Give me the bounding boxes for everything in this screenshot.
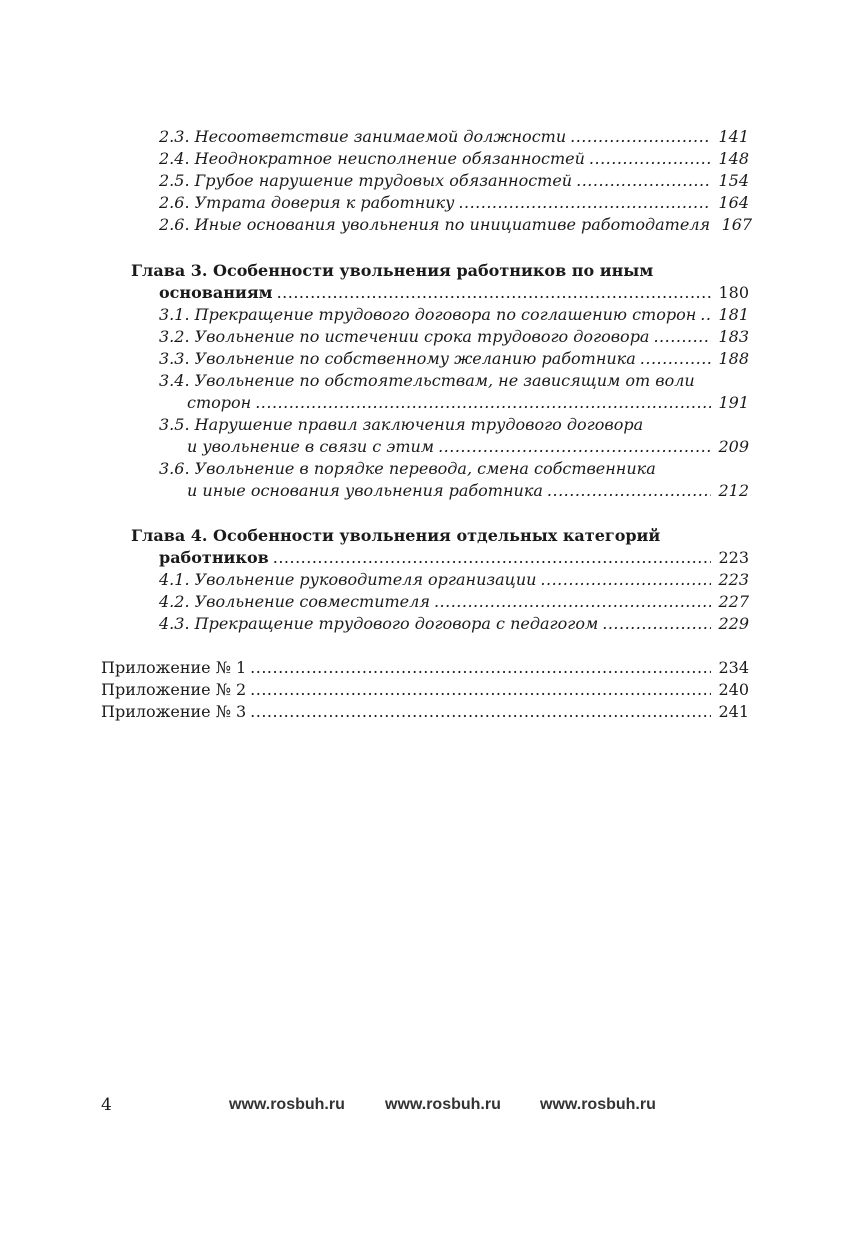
chapter-page: 180 bbox=[718, 283, 749, 302]
toc-entry-title: 2.3. Несоответствие занимаемой должности bbox=[159, 127, 567, 146]
chapter-page: 223 bbox=[718, 548, 749, 567]
toc-entry-page: 154 bbox=[718, 171, 749, 190]
toc-entry-title: 2.6. Утрата доверия к работнику bbox=[159, 193, 455, 212]
toc-entry-title-line2: и иные основания увольнения работника bbox=[187, 481, 543, 500]
appendix-entry[interactable] bbox=[0, 679, 857, 701]
appendix-title: Приложение № 3 bbox=[101, 702, 247, 721]
toc-entry-page: 223 bbox=[718, 570, 749, 589]
dot-leader bbox=[434, 591, 711, 613]
chapter-heading[interactable] bbox=[0, 525, 857, 547]
toc-entry-page: 141 bbox=[718, 127, 749, 146]
toc-entry-title: 3.1. Прекращение трудового договора по соглашению сторон bbox=[159, 305, 697, 324]
toc-entry-page: 164 bbox=[718, 193, 749, 212]
toc-entry-continuation[interactable] bbox=[0, 480, 857, 502]
chapter-title-line1: Глава 4. Особенности увольнения отдельных категорий bbox=[131, 526, 661, 545]
toc-entry-page: 212 bbox=[718, 481, 749, 500]
toc-entry-title: 2.4. Неоднократное неисполнение обязанностей bbox=[159, 149, 585, 168]
toc-entry-title-line2: сторон bbox=[187, 393, 252, 412]
dot-leader bbox=[273, 547, 711, 569]
dot-leader bbox=[602, 613, 711, 635]
dot-leader bbox=[589, 148, 711, 170]
toc-entry-page: 148 bbox=[718, 149, 749, 168]
toc-entry-title: 4.1. Увольнение руководителя организации bbox=[159, 570, 537, 589]
toc-entry[interactable] bbox=[0, 370, 857, 392]
toc-entry[interactable] bbox=[0, 591, 857, 613]
toc-entry-title: 3.2. Увольнение по истечении срока трудового договора bbox=[159, 327, 650, 346]
toc-entry[interactable] bbox=[0, 148, 857, 170]
toc-entry[interactable] bbox=[0, 304, 857, 326]
toc-entry-title-line2: и увольнение в связи с этим bbox=[187, 437, 435, 456]
footer-link[interactable]: www.rosbuh.ru bbox=[385, 1096, 501, 1113]
dot-leader bbox=[458, 192, 711, 214]
toc-entry[interactable] bbox=[0, 126, 857, 148]
toc-entry[interactable] bbox=[0, 348, 857, 370]
toc-entry-title: 2.6. Иные основания увольнения по инициативе работодателя bbox=[159, 215, 711, 234]
toc-entry-title: 3.3. Увольнение по собственному желанию работника bbox=[159, 349, 636, 368]
toc-entry-page: 191 bbox=[718, 393, 749, 412]
toc-entry-page: 188 bbox=[718, 349, 749, 368]
toc-entry-page: 181 bbox=[718, 305, 749, 324]
footer-link[interactable]: www.rosbuh.ru bbox=[540, 1096, 656, 1113]
toc-entry-title: 4.3. Прекращение трудового договора с педагогом bbox=[159, 614, 599, 633]
toc-entry-page: 209 bbox=[718, 437, 749, 456]
chapter-heading-continuation[interactable] bbox=[0, 282, 857, 304]
dot-leader bbox=[255, 392, 711, 414]
appendix-title: Приложение № 2 bbox=[101, 680, 247, 699]
chapter-heading-continuation[interactable] bbox=[0, 547, 857, 569]
toc-entry-title-line1: 3.6. Увольнение в порядке перевода, смена собственника bbox=[159, 459, 656, 478]
toc-entry[interactable] bbox=[0, 192, 857, 214]
toc-entry[interactable] bbox=[0, 170, 857, 192]
dot-leader bbox=[540, 569, 711, 591]
appendix-entry[interactable] bbox=[0, 701, 857, 723]
appendix-page: 241 bbox=[718, 702, 749, 721]
dot-leader bbox=[640, 348, 711, 370]
appendix-page: 234 bbox=[718, 658, 749, 677]
toc-entry-title-line1: 3.4. Увольнение по обстоятельствам, не зависящим от воли bbox=[159, 371, 695, 390]
toc-entry[interactable] bbox=[0, 569, 857, 591]
appendix-title: Приложение № 1 bbox=[101, 658, 247, 677]
dot-leader bbox=[250, 701, 711, 723]
dot-leader bbox=[547, 480, 711, 502]
dot-leader bbox=[570, 126, 711, 148]
dot-leader bbox=[653, 326, 711, 348]
toc-entry-title-line1: 3.5. Нарушение правил заключения трудового договора bbox=[159, 415, 644, 434]
dot-leader bbox=[438, 436, 711, 458]
toc-entry-continuation[interactable] bbox=[0, 392, 857, 414]
dot-leader bbox=[700, 304, 711, 326]
dot-leader bbox=[277, 282, 711, 304]
chapter-title-line1: Глава 3. Особенности увольнения работников по иным bbox=[131, 261, 654, 280]
page-footer bbox=[0, 1093, 857, 1117]
toc-entry-page: 229 bbox=[718, 614, 749, 633]
appendix-entry[interactable] bbox=[0, 657, 857, 679]
chapter-title-line2: работников bbox=[159, 548, 269, 567]
toc-entry-page: 167 bbox=[721, 215, 753, 234]
page-number: 4 bbox=[101, 1095, 112, 1115]
toc-entry-title: 4.2. Увольнение совместителя bbox=[159, 592, 430, 611]
footer-link[interactable]: www.rosbuh.ru bbox=[229, 1096, 345, 1113]
dot-leader bbox=[250, 679, 711, 701]
appendix-page: 240 bbox=[718, 680, 749, 699]
dot-leader bbox=[576, 170, 711, 192]
toc-entry-page: 183 bbox=[718, 327, 749, 346]
chapter-heading[interactable] bbox=[0, 260, 857, 282]
toc-entry[interactable] bbox=[0, 458, 857, 480]
toc-entry[interactable] bbox=[0, 214, 857, 236]
toc-entry[interactable] bbox=[0, 326, 857, 348]
toc-entry-title: 2.5. Грубое нарушение трудовых обязанностей bbox=[159, 171, 573, 190]
dot-leader bbox=[250, 657, 711, 679]
chapter-title-line2: основаниям bbox=[159, 283, 273, 302]
toc-entry-page: 227 bbox=[718, 592, 749, 611]
toc-entry-continuation[interactable] bbox=[0, 436, 857, 458]
toc-entry[interactable] bbox=[0, 414, 857, 436]
toc-entry[interactable] bbox=[0, 613, 857, 635]
